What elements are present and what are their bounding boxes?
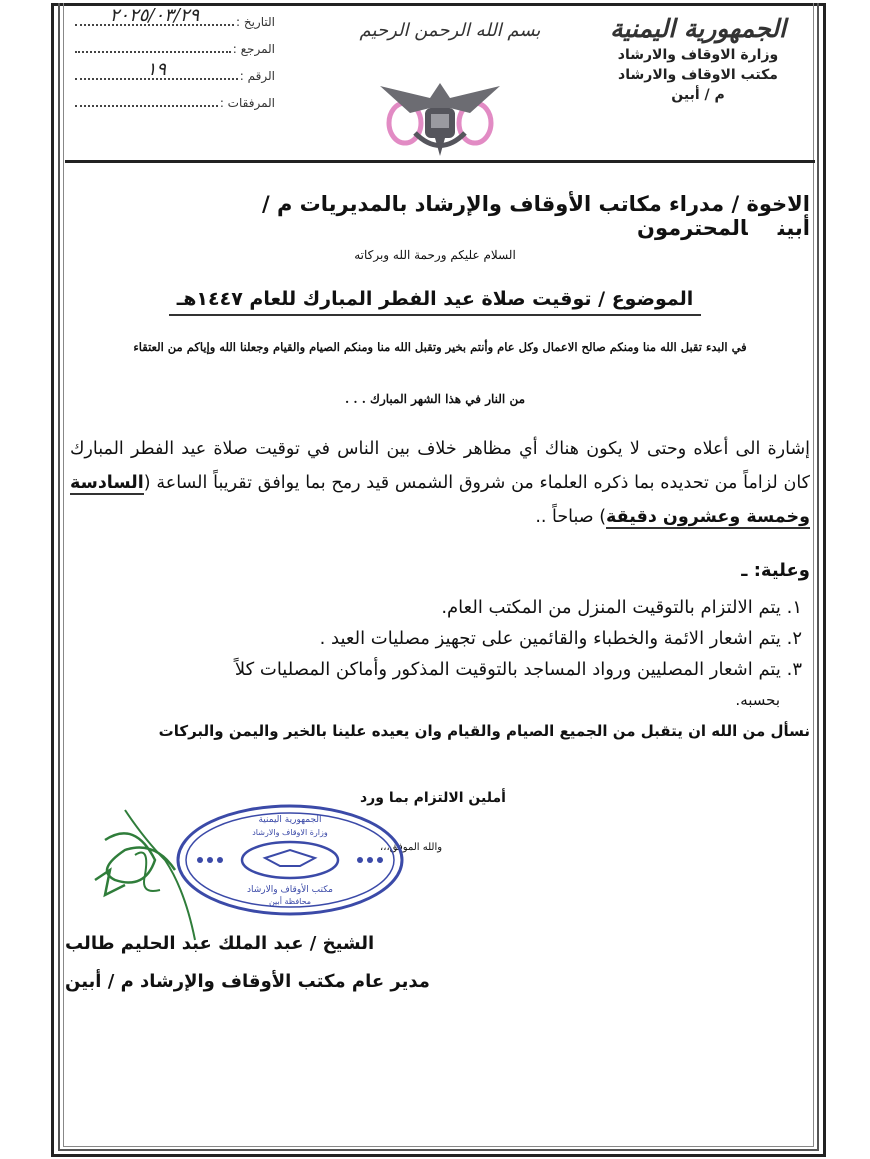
subject-line [0,288,870,310]
number-row [75,59,275,91]
subject-text: الموضوع / توقيت صلاة عيد الفطر المبارك للعام ١٤٤٧هـ [169,288,702,316]
date-row [75,5,275,37]
addressee [90,192,810,240]
handwritten-signature-icon [85,800,225,950]
signer-name: الشيخ / عبد الملك عبد الحليم طالب [65,933,375,954]
number-field: ١٩ [75,64,238,80]
paragraph-after: ) صباحاً .. [535,507,607,527]
compliance-request: أملين الالتزام بما ورد [360,790,506,806]
greeting-line-1: في البدء تقبل الله منا ومنكم صالح الاعمال وكل عام وأنتم بخير وتقبل الله منا ومنكم الصيام والقيام وجعلنا الله وإياكم من العتقاء [133,340,747,354]
letterhead-right [588,14,808,103]
governorate-name: م / أبين [671,87,725,103]
directive-item-3-continuation: بحسبه. [735,691,780,709]
salam-greeting: السلام عليكم ورحمة الله وبركاته [354,248,516,262]
letterhead-center [340,20,560,41]
attachments-field [75,91,218,107]
letter-meta [75,5,275,118]
date-label: التاريخ : [235,15,275,29]
directive-item-1: ١. يتم الالتزام بالتوقيت المنزل من المكتب العام. [441,597,802,618]
attachments-row [75,91,275,118]
basmala: بسم الله الرحمن الرحيم [359,20,541,41]
svg-text:محافظة أبين: محافظة أبين [268,897,312,906]
directive-item-2: ٢. يتم اشعار الائمة والخطباء والقائمين على تجهيز مصليات العيد . [319,628,802,649]
wallah-almuwaffiq: والله الموفق،،، [380,842,443,853]
addressee-text: الاخوة / مدراء مكاتب الأوقاف والإرشاد بالمديريات م / أبين [261,192,810,240]
reference-field [75,37,231,53]
greeting-line-2: من النار في هذا الشهر المبارك . . . [344,392,526,406]
republic-calligraphy: الجمهورية اليمنية [610,14,786,43]
addressee-honorific: المحترمون [637,216,748,240]
directives-list [70,592,810,716]
attachments-label: المرفقات : [219,96,275,110]
header-divider [65,160,815,163]
ministry-name: وزارة الاوقاف والارشاد [617,47,779,63]
svg-text:وزارة الاوقاف والارشاد: وزارة الاوقاف والارشاد [252,828,328,837]
directive-item-3: ٣. يتم اشعار المصليين ورواد المساجد بالتوقيت المذكور وأماكن المصليات كلاً [234,659,802,680]
number-label: الرقم : [239,69,275,83]
closing-prayer: نسأل من الله ان يتقبل من الجميع الصيام والقيام وان يعيده علينا بالخير واليمن والبركات [158,722,810,740]
main-paragraph [70,432,810,534]
paragraph-before: إشارة الى أعلاه وحتى لا يكون هناك أي مظاهر خلاف بين الناس في توقيت صلاة عيد الفطر المبارك كان لزاماً من تحديده بما ذكره العلماء من شروق الشمس قيد رمح بما يوافق تقريباً الساعة ( [70,439,810,493]
therefore-heading: وعلية: ـ [741,560,810,581]
prayer-time-emphasis: السادسة وخمسة وعشرون دقيقة [70,473,810,527]
reference-label: المرجع : [232,42,275,56]
office-name: مكتب الاوقاف والارشاد [618,67,778,83]
svg-text:الجمهورية اليمنية: الجمهورية اليمنية [258,815,322,825]
signer-title: مدير عام مكتب الأوقاف والإرشاد م / أبين [65,971,430,992]
yemen-eagle-emblem-icon [375,78,505,158]
date-field: ٢٠٢٥/٠٣/٢٩ [75,10,234,26]
svg-text:مكتب الأوقاف والارشاد: مكتب الأوقاف والارشاد [246,885,334,895]
